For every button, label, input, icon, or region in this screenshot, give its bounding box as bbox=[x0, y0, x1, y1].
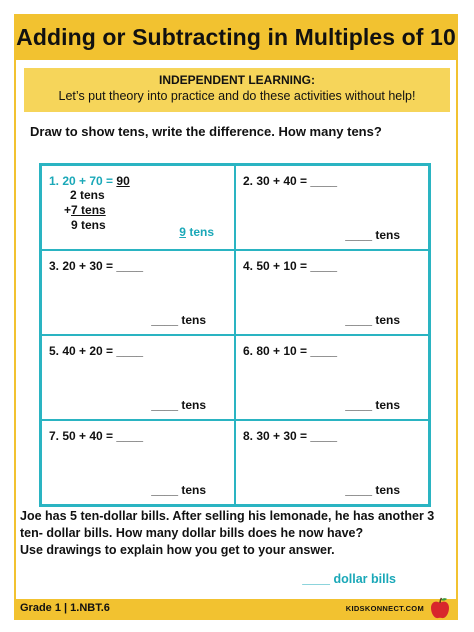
banner-text: Let’s put theory into practice and do these activities without help! bbox=[58, 89, 416, 103]
example-cell bbox=[41, 165, 235, 250]
banner-heading: INDEPENDENT LEARNING: bbox=[158, 73, 315, 87]
answer-blank[interactable]: ____ tens bbox=[151, 483, 206, 497]
page-title: Adding or Subtracting in Multiples of 10 bbox=[16, 23, 456, 50]
problem-grid bbox=[39, 163, 431, 507]
answer-blank[interactable]: ____ tens bbox=[345, 398, 400, 412]
site-label: KIDSKONNECT.COM bbox=[345, 604, 424, 613]
example-problem-answer: 90 bbox=[116, 174, 130, 188]
answer-blank[interactable]: ____ tens bbox=[151, 313, 206, 327]
problem-cell[interactable] bbox=[235, 165, 429, 250]
word-problem-text: Joe has 5 ten-dollar bills. After selling his lemonade, he has another 3 ten- dollar bills. How many dollar bills does he now have? bbox=[20, 509, 435, 540]
answer-blank[interactable]: ____ tens bbox=[345, 228, 400, 242]
example-answer bbox=[179, 225, 214, 239]
dollar-answer-blank[interactable]: ____ dollar bills bbox=[302, 572, 396, 586]
word-problem-instruction: Use drawings to explain how you get to your answer. bbox=[20, 543, 335, 557]
answer-blank[interactable]: ____ tens bbox=[345, 483, 400, 497]
example-plus: + bbox=[64, 203, 72, 217]
instructions: Draw to show tens, write the difference. How many tens? bbox=[30, 124, 382, 139]
example-line-2-text: 7 tens bbox=[71, 203, 106, 217]
example-work bbox=[62, 188, 106, 233]
problem-text: 7. 50 + 40 = ____ bbox=[49, 429, 144, 443]
example-answer-number: 9 bbox=[179, 225, 186, 239]
example-line-1: 2 tens bbox=[70, 188, 105, 202]
problem-cell[interactable] bbox=[41, 250, 235, 335]
word-problem bbox=[20, 508, 440, 559]
problem-text: 2. 30 + 40 = ____ bbox=[243, 174, 338, 188]
answer-blank[interactable]: ____ tens bbox=[151, 398, 206, 412]
answer-blank[interactable]: ____ tens bbox=[345, 313, 400, 327]
problem-text: 5. 40 + 20 = ____ bbox=[49, 344, 144, 358]
example-answer-unit: tens bbox=[185, 225, 214, 239]
problem-cell[interactable] bbox=[41, 420, 235, 505]
problem-text: 3. 20 + 30 = ____ bbox=[49, 259, 144, 273]
problem-cell[interactable] bbox=[235, 335, 429, 420]
footer bbox=[14, 599, 458, 620]
grade-label: Grade 1 | 1.NBT.6 bbox=[20, 602, 110, 614]
problem-text: 8. 30 + 30 = ____ bbox=[243, 429, 338, 443]
example-line-3: 9 tens bbox=[71, 218, 106, 232]
example-line-2 bbox=[62, 203, 106, 218]
problem-text: 4. 50 + 10 = ____ bbox=[243, 259, 338, 273]
problem-cell[interactable] bbox=[235, 420, 429, 505]
example-problem-text: 1. 20 + 70 = bbox=[49, 174, 117, 188]
apple-icon bbox=[429, 596, 451, 620]
problem-text: 6. 80 + 10 = ____ bbox=[243, 344, 338, 358]
problem-cell[interactable] bbox=[41, 335, 235, 420]
problem-cell[interactable] bbox=[235, 250, 429, 335]
example-problem bbox=[49, 174, 130, 188]
independent-learning-banner bbox=[24, 68, 450, 112]
title-bar bbox=[14, 14, 458, 60]
